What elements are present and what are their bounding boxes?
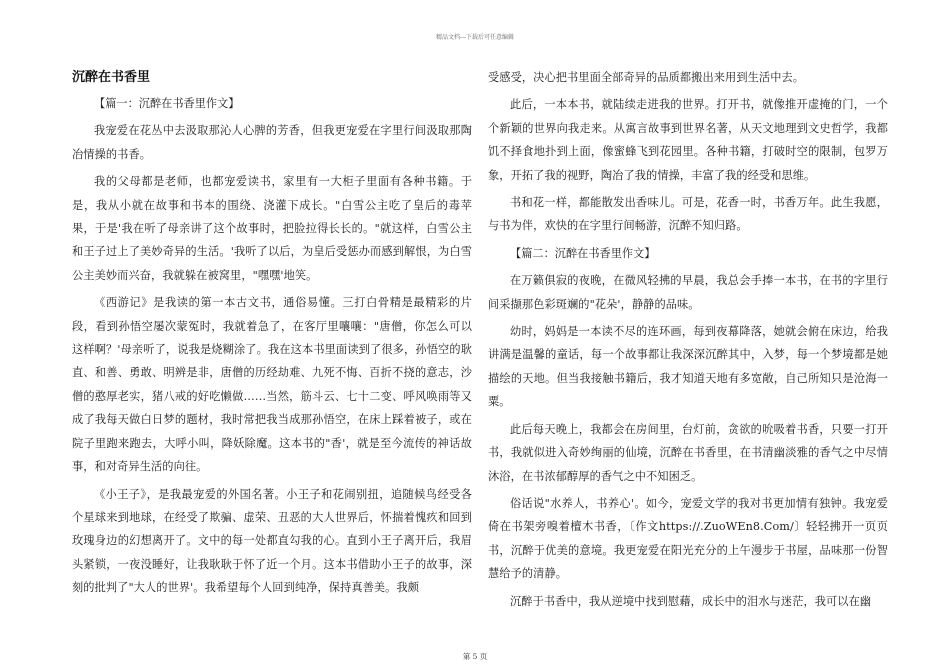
document-title: 沉醉在书香里 <box>72 70 151 85</box>
paragraph: 我宠爱在花丛中去汲取那沁人心脾的芳香，但我更宠爱在字里行间汲取那陶冶情操的书香。 <box>72 124 472 161</box>
left-column <box>72 66 472 604</box>
paragraph: 俗话说"水养人，书养心'。如今，宠爱文学的我对书更加情有独钟。我宠爱倚在书架旁嗅着檀木书香，〔作文https://.ZuoWEn8.Com/〕轻轻拂开一页页书，沉醉于优美的意境。我更宠爱在阳光充分的上午漫步于书屋，品味那一份智慧给予的清静。 <box>488 496 888 581</box>
paragraph: 沉醉于书香中，我从逆境中找到慰藉，成长中的泪水与迷茫，我可以在幽 <box>510 594 872 608</box>
paragraph: 《小王子》，是我最宠爱的外国名著。小王子和花闹别扭，追随候鸟经受各个星球来到地球，在经受了欺骗、虚荣、丑恶的大人世界后，怀揣着愧疚和回到玫瑰身边的幻想离开了。文中的每一处都直勾我的心。直到小王子离开后，我眉头紧锁，一夜没睡好，让我耿耿于怀了近一个月。这本书借助小王子的故事，深刻的批判了"大人的世界'。我希望每个人回到纯净，保持真善美。我颇 <box>72 487 472 595</box>
paragraph-continued: 受感受，决心把书里面全部奇异的品质都搬出来用到生活中去。 <box>488 71 805 84</box>
paragraph: 《西游记》是我读的第一本古文书，通俗易懂。三打白骨精是最精彩的片段，看到孙悟空屡次蒙冤时，我就着急了，在客厅里嚷嚷："唐僧，你怎么可以这样啊？'母亲听了，说我是烧糊涂了。我在这本书里面读到了很多，孙悟空的耿直、和善、勇敢、明辨是非，唐僧的历经劫难、九死不悔、百折不挠的意志，沙僧的憨厚老实，猪八戒的好吃懒做……当然，筋斗云、七十二变、呼风唤雨等又成了我每天做白日梦的题材，我时常把我当成那孙悟空，在床上踩着被子，或在院子里跑来跑去，大呼小叫，降妖除魔。这本书的"香'，就是至今流传的神话故事，和对奇异生活的向往。 <box>72 296 472 474</box>
page-number: 第 5 页 <box>462 652 488 661</box>
right-column <box>488 66 888 617</box>
paragraph: 书和花一样，都能散发出香味儿。可是，花香一时，书香万年。此生我愿，与书为伴，欢快的在字里行间畅游，沉醉不知归路。 <box>488 196 888 233</box>
header-note: 精品文档---下载后可任意编辑 <box>435 34 515 41</box>
section-heading-2: 【篇二：沉醉在书香里作文】 <box>510 246 656 260</box>
section-heading-1: 【篇一：沉醉在书香里作文】 <box>94 97 240 110</box>
paragraph: 此后每天晚上，我都会在房间里，台灯前，贪欲的吮吸着书香，只要一打开书，我就似进入奇妙绚丽的仙境，沉醉在书香里，在书清幽淡雅的香气之中尽情沐浴，在书浓郁醇厚的香气之中不知困乏。 <box>488 422 888 483</box>
paragraph: 在万籁俱寂的夜晚，在微风轻拂的早晨，我总会手捧一本书，在书的字里行间采撷那色彩斑斓的"花朵'，静静的品味。 <box>488 274 888 311</box>
paragraph: 此后，一本本书，就陆续走进我的世界。打开书，就像推开虚掩的门，一个个新颖的世界向我走来。从寓言故事到世界名著，从天文地理到文史哲学，我都饥不择食地扑到上面，像蜜蜂飞到花园里。各种书籍，打破时空的限制，包罗万象，开拓了我的视野，陶冶了我的情操，丰富了我的经受和思维。 <box>488 98 888 182</box>
paragraph: 幼时，妈妈是一本读不尽的连环画，每到夜幕降落，她就会俯在床边，给我讲满是温馨的童话，每一个故事都让我深深沉醉其中，入梦，每一个梦境都是她描绘的天地。但当我接触书籍后，我才知道天地有多宽敞，自己所知只是沧海一粟。 <box>488 325 888 409</box>
paragraph: 我的父母都是老师，也都宠爱读书，家里有一大柜子里面有各种书籍。于是，我从小就在故事和书本的围绕、浇灌下成长。"白雪公主吃了皇后的毒苹果，于是'我在听了母亲讲了这个故事时，把脸拉得长长的。"就这样，白雪公主和王子过上了美妙奇异的生活。'我听了以后，为皇后受惩办而感到解恨，为白雪公主美妙而兴奋，我就躲在被窝里，"嘿嘿'地笑。 <box>72 175 472 282</box>
